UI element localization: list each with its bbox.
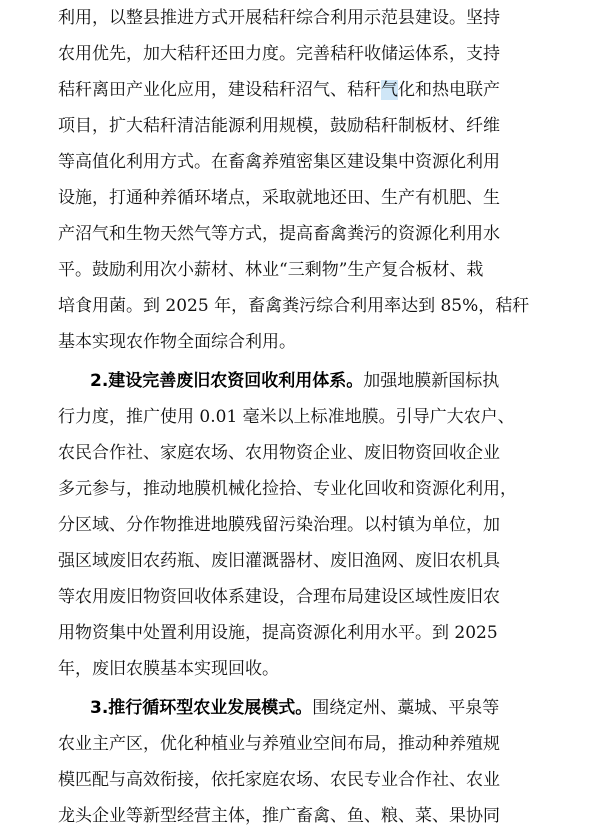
line-text: 多元参与，推动地膜机械化捡拾、专业化回收和资源化利用， — [58, 479, 517, 499]
text-line — [58, 327, 558, 357]
line-text: 利用，以整县推进方式开展秸秆综合利用示范县建设。坚持 — [58, 8, 500, 28]
text-line — [58, 39, 558, 69]
text-line — [58, 510, 558, 540]
section-3-first-line — [90, 693, 560, 723]
text-line — [58, 654, 558, 684]
text-line — [58, 546, 558, 576]
text-line — [58, 729, 558, 759]
line-text: 培食用菌。到 2025 年，畜禽粪污综合利用率达到 85%，秸秆 — [58, 296, 530, 316]
line-text: 农用优先，加大秸秆还田力度。完善秸秆收储运体系，支持 — [58, 44, 500, 64]
text-line — [58, 183, 558, 213]
text-line — [58, 618, 558, 648]
line-text: 加强地膜新国标执 — [363, 371, 500, 391]
line-text: 行力度，推广使用 0.01 毫米以上标准地膜。引导广大农户、 — [58, 407, 515, 427]
text-line — [58, 3, 558, 33]
text-line — [58, 75, 558, 105]
line-text: 强区域废旧农药瓶、废旧灌溉器材、废旧渔网、废旧农机具 — [58, 551, 500, 571]
line-text: 农业主产区，优化种植业与养殖业空间布局，推动种养殖规 — [58, 734, 500, 754]
line-text: 基本实现农作物全面综合利用。 — [58, 332, 296, 352]
line-text: 产沼气和生物天然气等方式，提高畜禽粪污的资源化利用水 — [58, 224, 500, 244]
text-line — [58, 402, 558, 432]
line-text: 平。鼓励利用次小薪材、林业“三剩物”生产复合板材、栽 — [58, 260, 484, 280]
text-line — [58, 291, 558, 321]
section-2-first-line — [90, 366, 560, 396]
line-text: 模匹配与高效衔接，依托家庭农场、农民专业合作社、农业 — [58, 770, 500, 790]
line-text: 用物资集中处置利用设施，提高资源化利用水平。到 2025 — [58, 623, 498, 643]
text-line — [58, 111, 558, 141]
highlighted-character: 气 — [381, 80, 398, 100]
line-text: 等高值化利用方式。在畜禽养殖密集区建设集中资源化利用 — [58, 152, 500, 172]
line-text: 化和热电联产 — [398, 80, 500, 100]
line-text: 设施，打通种养循环堵点，采取就地还田、生产有机肥、生 — [58, 188, 500, 208]
line-text: 农民合作社、家庭农场、农用物资企业、废旧物资回收企业 — [58, 443, 500, 463]
text-line — [58, 582, 558, 612]
line-text: 等农用废旧物资回收体系建设，合理布局建设区域性废旧农 — [58, 587, 500, 607]
text-line — [58, 438, 558, 468]
line-text: 年，废旧农膜基本实现回收。 — [58, 659, 279, 679]
text-line — [58, 147, 558, 177]
section-2-heading: 2.建设完善废旧农资回收利用体系。 — [90, 371, 364, 391]
line-text: 秸秆离田产业化应用，建设秸秆沼气、秸秆 — [58, 80, 381, 100]
text-line — [58, 219, 558, 249]
text-line — [58, 801, 558, 831]
line-text: 围绕定州、藁城、平泉等 — [312, 698, 500, 718]
text-line — [58, 765, 558, 795]
text-line — [58, 255, 558, 285]
line-text: 龙头企业等新型经营主体，推广畜禽、鱼、粮、菜、果协同 — [58, 806, 500, 826]
section-3-heading: 3.推行循环型农业发展模式。 — [90, 698, 313, 718]
text-line — [58, 474, 558, 504]
line-text: 项目，扩大秸秆清洁能源利用规模，鼓励秸秆制板材、纤维 — [58, 116, 500, 136]
line-text: 分区域、分作物推进地膜残留污染治理。以村镇为单位，加 — [58, 515, 500, 535]
